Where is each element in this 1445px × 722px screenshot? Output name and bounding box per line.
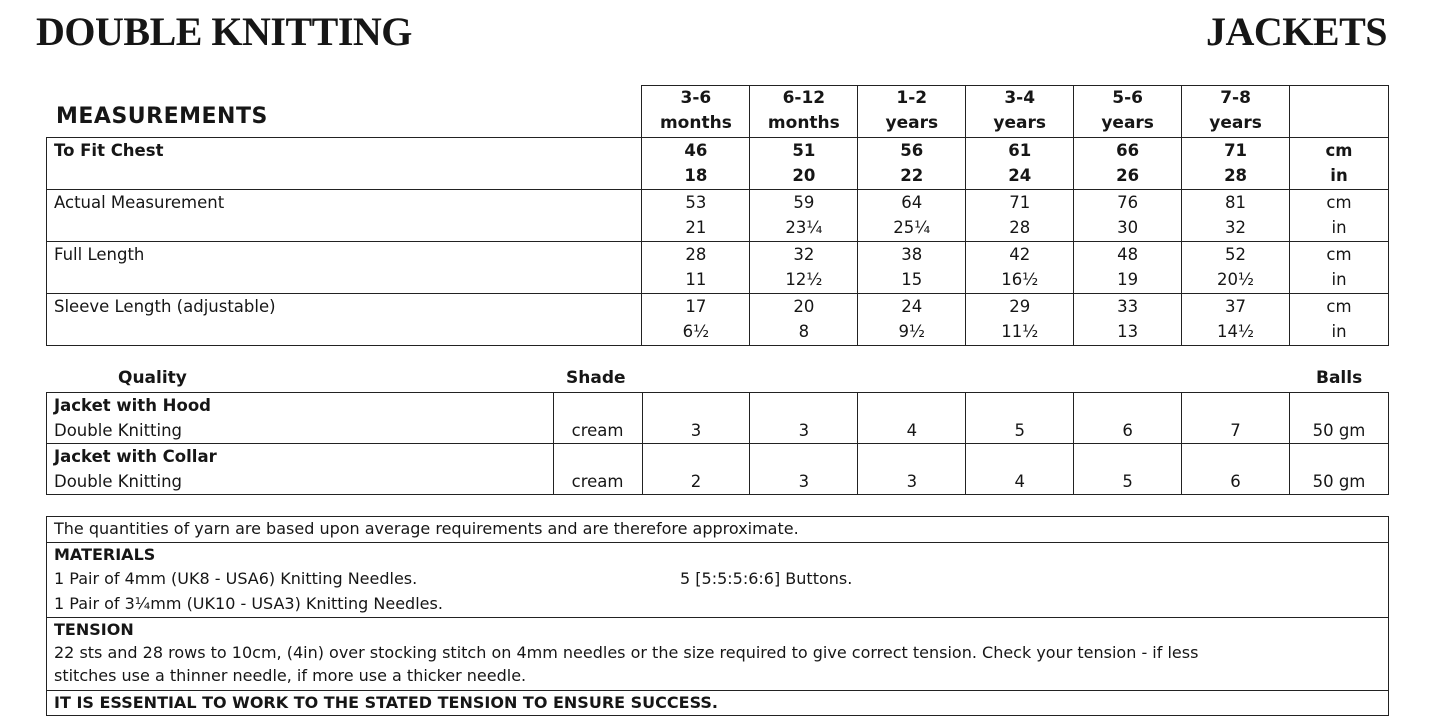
- table-row: [47, 190, 1389, 242]
- size-header: [750, 86, 858, 138]
- cm-value: 51: [792, 141, 816, 160]
- value-cell: [642, 242, 750, 294]
- size-range: 6-12: [782, 88, 826, 108]
- measurements-heading: MEASUREMENTS: [56, 104, 268, 129]
- in-value: 22: [900, 166, 924, 185]
- cm-value: 24: [901, 297, 923, 316]
- row-label: Actual Measurement: [47, 190, 642, 242]
- shade-cell: cream: [553, 393, 642, 444]
- table-row: [47, 542, 1389, 617]
- tension-heading: TENSION: [54, 619, 134, 639]
- balls-cell: 3: [750, 444, 858, 495]
- needles-3-25mm: 1 Pair of 3¼mm (UK10 - USA3) Knitting Needles.: [54, 593, 443, 613]
- size-header: [858, 86, 966, 138]
- value-cell: [966, 242, 1074, 294]
- essential-tension-warning: IT IS ESSENTIAL TO WORK TO THE STATED TENSION TO ENSURE SUCCESS.: [47, 690, 1389, 716]
- value-cell: [966, 294, 1074, 346]
- yarn-type: Double Knitting: [54, 472, 183, 491]
- cm-value: 42: [1009, 245, 1031, 264]
- balls-cell: 5: [966, 393, 1074, 444]
- in-value: 20½: [1217, 270, 1255, 289]
- size-unit: months: [767, 113, 840, 133]
- cm-value: 17: [685, 297, 707, 316]
- unit-cell: [1290, 138, 1389, 190]
- shade-cell: cream: [553, 444, 642, 495]
- value-cell: [1182, 138, 1290, 190]
- in-value: 21: [685, 218, 707, 237]
- yarn-quantity-table: [46, 392, 1389, 495]
- unit-in: in: [1330, 166, 1348, 185]
- value-cell: [1074, 190, 1182, 242]
- in-value: 28: [1009, 218, 1031, 237]
- materials-section: [47, 542, 1389, 617]
- value-cell: [1074, 294, 1182, 346]
- table-row: [47, 294, 1389, 346]
- unit-in: in: [1331, 322, 1347, 341]
- value-cell: [1182, 242, 1290, 294]
- table-row: [47, 617, 1389, 690]
- in-value: 15: [901, 270, 923, 289]
- cm-value: 56: [900, 141, 924, 160]
- value-cell: [750, 242, 858, 294]
- size-header: [1182, 86, 1290, 138]
- in-value: 23¼: [785, 218, 823, 237]
- value-cell: [966, 138, 1074, 190]
- size-unit: months: [659, 113, 732, 133]
- in-value: 8: [798, 322, 810, 341]
- in-value: 11½: [1001, 322, 1039, 341]
- ball-weight-cell: 50 gm: [1290, 393, 1389, 444]
- ball-weight-cell: 50 gm: [1290, 444, 1389, 495]
- cm-value: 66: [1116, 141, 1140, 160]
- cm-value: 52: [1225, 245, 1247, 264]
- cm-value: 28: [685, 245, 707, 264]
- in-value: 24: [1008, 166, 1032, 185]
- row-label: To Fit Chest: [47, 138, 642, 190]
- balls-cell: 6: [1182, 444, 1290, 495]
- garment-name: Jacket with Collar: [54, 447, 217, 466]
- cm-value: 59: [793, 193, 815, 212]
- unit-in: in: [1331, 218, 1347, 237]
- size-header-row: [47, 86, 1389, 138]
- value-cell: [1074, 242, 1182, 294]
- cm-value: 20: [793, 297, 815, 316]
- unit-cell: [1290, 294, 1389, 346]
- size-unit: years: [885, 113, 939, 133]
- value-cell: [750, 294, 858, 346]
- page-title-jackets: JACKETS: [1206, 9, 1387, 54]
- unit-cm: cm: [1326, 245, 1352, 264]
- balls-cell: 3: [858, 444, 966, 495]
- size-header: [642, 86, 750, 138]
- cm-value: 29: [1009, 297, 1031, 316]
- cm-value: 32: [793, 245, 815, 264]
- shade-header: Shade: [566, 368, 626, 388]
- size-header: [1074, 86, 1182, 138]
- cm-value: 38: [901, 245, 923, 264]
- cm-value: 37: [1225, 297, 1247, 316]
- unit-header-blank: [1290, 86, 1389, 138]
- unit-cm: cm: [1326, 297, 1352, 316]
- needles-4mm: 1 Pair of 4mm (UK8 - USA6) Knitting Needles.: [54, 569, 418, 588]
- cm-value: 71: [1224, 141, 1248, 160]
- balls-cell: 4: [858, 393, 966, 444]
- row-label: Full Length: [47, 242, 642, 294]
- materials-line-1: [54, 567, 1388, 592]
- table-row: [47, 690, 1389, 716]
- in-value: 13: [1117, 322, 1139, 341]
- size-unit: years: [1101, 113, 1154, 133]
- garment-name: Jacket with Hood: [54, 396, 211, 415]
- cm-value: 71: [1009, 193, 1031, 212]
- unit-cell: [1290, 190, 1389, 242]
- in-value: 16½: [1001, 270, 1039, 289]
- cm-value: 76: [1117, 193, 1139, 212]
- in-value: 11: [685, 270, 707, 289]
- balls-header: Balls: [1316, 368, 1363, 388]
- tension-text-1: 22 sts and 28 rows to 10cm, (4in) over stocking stitch on 4mm needles or the size required to give correct tension. Check your tension - if less: [54, 642, 1199, 662]
- balls-cell: 7: [1182, 393, 1290, 444]
- yarn-item-cell: [47, 444, 554, 495]
- balls-cell: 5: [1074, 444, 1182, 495]
- materials-heading: MATERIALS: [54, 544, 156, 564]
- value-cell: [858, 138, 966, 190]
- in-value: 6½: [682, 322, 710, 341]
- unit-cm: cm: [1325, 141, 1353, 160]
- value-cell: [750, 138, 858, 190]
- in-value: 19: [1117, 270, 1139, 289]
- in-value: 32: [1225, 218, 1247, 237]
- table-row: [47, 138, 1389, 190]
- unit-cell: [1290, 242, 1389, 294]
- cm-value: 64: [901, 193, 923, 212]
- value-cell: [750, 190, 858, 242]
- cm-value: 48: [1117, 245, 1139, 264]
- cm-value: 46: [684, 141, 708, 160]
- table-row: [47, 242, 1389, 294]
- size-unit: years: [1209, 113, 1262, 133]
- page-title-double-knitting: DOUBLE KNITTING: [36, 9, 412, 54]
- balls-cell: 3: [750, 393, 858, 444]
- in-value: 14½: [1217, 322, 1255, 341]
- value-cell: [858, 242, 966, 294]
- value-cell: [858, 190, 966, 242]
- yarn-approximation-note: The quantities of yarn are based upon average requirements and are therefore approximate.: [47, 517, 1389, 543]
- buttons-quantity: 5 [5:5:5:6:6] Buttons.: [680, 569, 853, 588]
- tension-section: [47, 617, 1389, 690]
- size-range: 3-6: [680, 88, 712, 108]
- value-cell: [1182, 190, 1290, 242]
- in-value: 30: [1117, 218, 1139, 237]
- value-cell: [858, 294, 966, 346]
- cm-value: 33: [1117, 297, 1139, 316]
- table-row: [47, 393, 1389, 444]
- cm-value: 53: [685, 193, 707, 212]
- in-value: 9½: [898, 322, 926, 341]
- value-cell: [966, 190, 1074, 242]
- in-value: 28: [1224, 166, 1248, 185]
- table-row: [47, 444, 1389, 495]
- value-cell: [1074, 138, 1182, 190]
- tension-text-2: stitches use a thinner needle, if more use a thicker needle.: [54, 665, 527, 685]
- in-value: 18: [684, 166, 708, 185]
- blank-corner: [47, 86, 642, 138]
- value-cell: [642, 190, 750, 242]
- value-cell: [642, 138, 750, 190]
- unit-cm: cm: [1326, 193, 1352, 212]
- size-range: 7-8: [1220, 88, 1251, 108]
- balls-cell: 4: [966, 444, 1074, 495]
- size-header: [966, 86, 1074, 138]
- measurements-table: [46, 85, 1389, 346]
- in-value: 25¼: [893, 218, 931, 237]
- cm-value: 61: [1008, 141, 1032, 160]
- size-range: 3-4: [1004, 88, 1036, 108]
- size-range: 1-2: [896, 88, 928, 108]
- yarn-type: Double Knitting: [54, 421, 183, 440]
- in-value: 20: [792, 166, 816, 185]
- balls-cell: 2: [642, 444, 750, 495]
- cm-value: 81: [1225, 193, 1247, 212]
- unit-in: in: [1331, 270, 1347, 289]
- balls-cell: 3: [642, 393, 750, 444]
- materials-notes-table: [46, 516, 1389, 716]
- value-cell: [1182, 294, 1290, 346]
- row-label: Sleeve Length (adjustable): [47, 294, 642, 346]
- size-range: 5-6: [1112, 88, 1143, 108]
- in-value: 26: [1116, 166, 1140, 185]
- value-cell: [642, 294, 750, 346]
- quality-header: Quality: [118, 368, 187, 388]
- yarn-item-cell: [47, 393, 554, 444]
- size-unit: years: [993, 113, 1046, 133]
- table-row: [47, 517, 1389, 543]
- balls-cell: 6: [1074, 393, 1182, 444]
- in-value: 12½: [785, 270, 823, 289]
